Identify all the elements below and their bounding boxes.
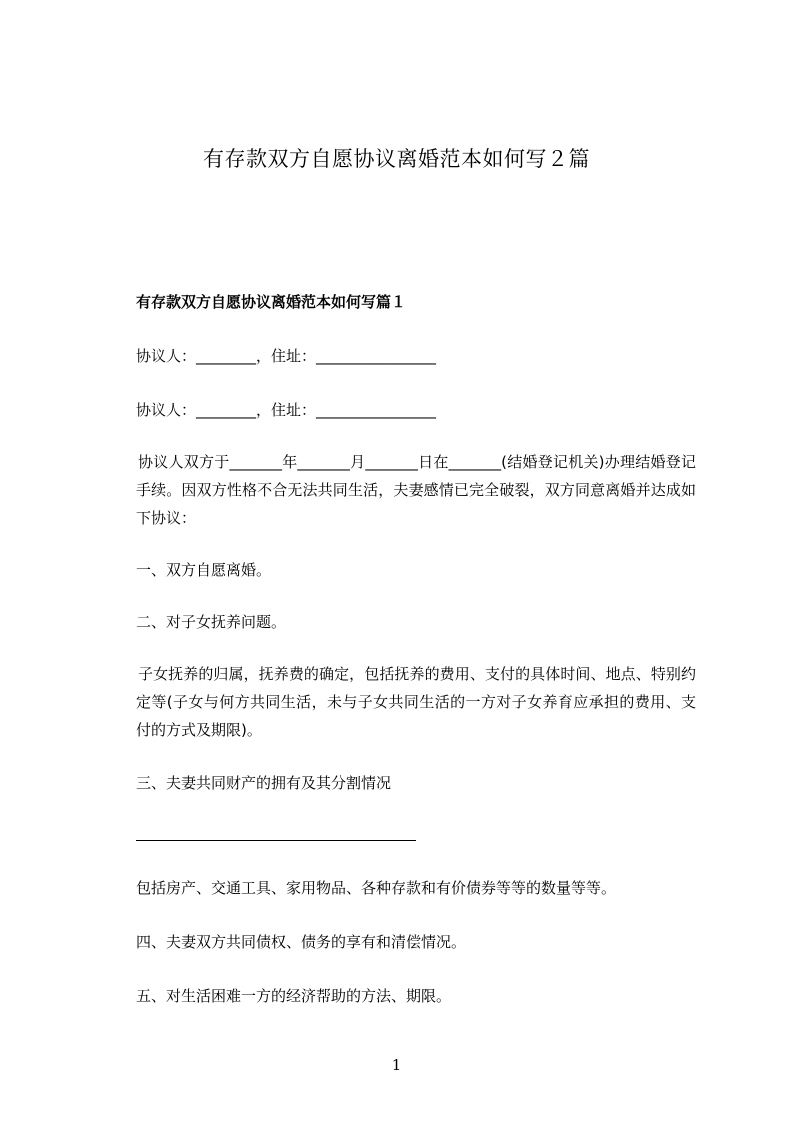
page-number: 1 [391, 1056, 402, 1074]
item-3: 三、夫妻共同财产的拥有及其分割情况 [136, 774, 392, 792]
party-line-2: 协议人：________，住址：________________ [136, 401, 437, 419]
intro-paragraph: 协议人双方于_______年_______月_______日在_______(结婚登记机关)办理结婚登记手续。因双方性格不合无法共同生活，夫妻感情已完全破裂，双方同意离婚并达成如下协议： [136, 453, 696, 527]
item-1: 一、双方自愿离婚。 [136, 561, 272, 579]
child-support-paragraph: 子女抚养的归属，抚养费的确定，包括抚养的费用、支付的具体时间、地点、特别约定等(子女与何方共同生活，未与子女共同生活的一方对子女养育应承担的费用、支付的方式及期限)。 [136, 665, 696, 739]
document-title: 有存款双方自愿协议离婚范本如何写２篇 [203, 147, 590, 171]
item-5: 五、对生活困难一方的经济帮助的方法、期限。 [136, 987, 452, 1005]
blank-fill-line [136, 840, 416, 841]
item-4: 四、夫妻双方共同债权、债务的享有和清偿情况。 [136, 933, 467, 951]
property-detail: 包括房产、交通工具、家用物品、各种存款和有价债券等等的数量等等。 [136, 879, 617, 897]
section-heading: 有存款双方自愿协议离婚范本如何写篇１ [136, 293, 407, 311]
item-2: 二、对子女抚养问题。 [136, 613, 287, 631]
party-line-1: 协议人：________，住址：________________ [136, 347, 437, 365]
